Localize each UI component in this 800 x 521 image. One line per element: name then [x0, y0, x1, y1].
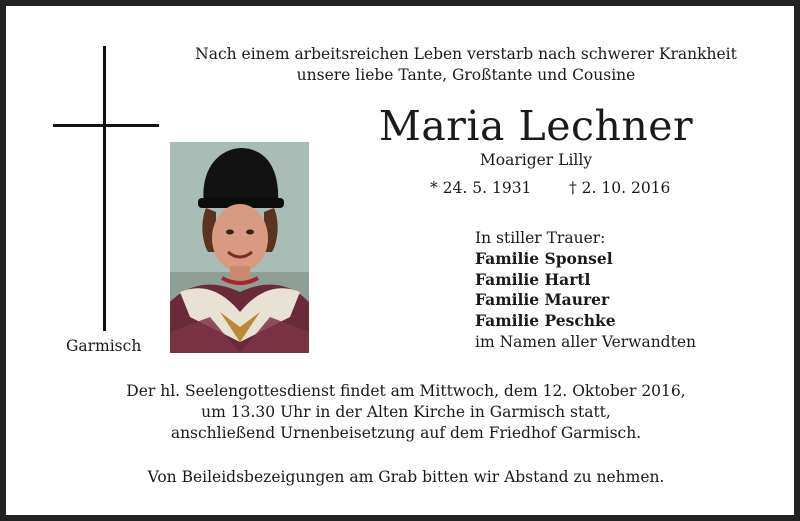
- place-label: Garmisch: [66, 337, 142, 355]
- deceased-nickname: Moariger Lilly: [479, 151, 593, 169]
- birth-date: * 24. 5. 1931: [430, 179, 532, 197]
- cross-icon-vertical: [103, 46, 106, 331]
- portrait-illustration: [170, 142, 309, 353]
- closing-note: Von Beileidsbezeigungen am Grab bitten wir Abstand zu nehmen.: [147, 468, 665, 486]
- intro-line-2: unsere liebe Tante, Großtante und Cousine: [296, 66, 636, 84]
- service-info: [46, 381, 766, 444]
- death-date: † 2. 10. 2016: [569, 179, 671, 197]
- mourners-block: [475, 228, 696, 353]
- family-sponsel: Familie Sponsel: [475, 248, 613, 268]
- intro-text: [156, 44, 776, 86]
- deceased-name: Maria Lechner: [378, 102, 694, 150]
- service-line-2: um 13.30 Uhr in der Alten Kirche in Garmisch statt,: [201, 403, 611, 421]
- family-peschke: Familie Peschke: [475, 311, 616, 331]
- service-line-1: Der hl. Seelengottesdienst findet am Mittwoch, dem 12. Oktober 2016,: [126, 382, 686, 400]
- service-line-3: anschließend Urnenbeisetzung auf dem Friedhof Garmisch.: [170, 424, 642, 442]
- family-hartl: Familie Hartl: [475, 269, 591, 289]
- mourners-footer: im Namen aller Verwandten: [475, 332, 696, 351]
- mourners-heading: In stiller Trauer:: [475, 229, 606, 247]
- intro-line-1: Nach einem arbeitsreichen Leben verstarb nach schwerer Krankheit: [195, 45, 737, 63]
- portrait-photo: [170, 142, 309, 353]
- cross-icon-horizontal: [53, 124, 159, 127]
- family-maurer: Familie Maurer: [475, 290, 610, 310]
